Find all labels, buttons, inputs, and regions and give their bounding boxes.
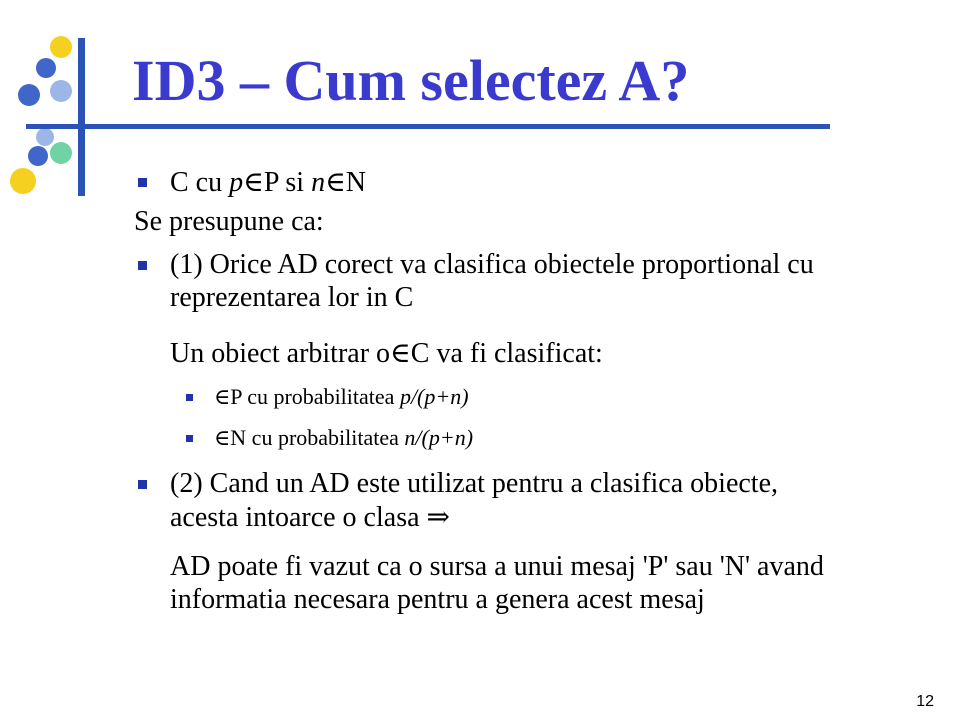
bullet-c-cu-p (170, 166, 366, 199)
bullet-marker (138, 261, 147, 270)
page-number: 12 (916, 693, 934, 710)
b3-line2-pre: acesta intoarce o clasa (170, 502, 427, 533)
element-of-symbol: ∈ (325, 165, 346, 198)
bullet-marker (138, 178, 147, 187)
element-of-symbol: ∈ (390, 336, 411, 369)
sub-bullet-p (214, 384, 469, 411)
sub2-formula: n/(p+n) (404, 425, 474, 450)
dot-blue-1 (36, 58, 56, 78)
b1-p: p (229, 167, 244, 198)
sub-bullet-marker (186, 394, 193, 401)
dot-lightblue-1 (50, 80, 72, 102)
sub1-formula: p/(p+n) (399, 384, 469, 409)
dot-blue-3 (28, 146, 48, 166)
element-of-symbol: ∈ (214, 385, 231, 410)
element-of-symbol: ∈ (243, 165, 264, 198)
dot-yellow-bottom (10, 168, 36, 194)
ad-paragraph-line1: AD poate fi vazut ca o sursa a unui mesaj 'P' sau 'N' avand (170, 551, 824, 582)
dot-blue-2 (18, 84, 40, 106)
sub-bullet-marker (186, 435, 193, 442)
element-of-symbol: ∈ (214, 426, 231, 451)
ad-paragraph-line2: informatia necesara pentru a genera acest mesaj (170, 584, 705, 615)
sub2-text: N cu probabilitatea (230, 425, 405, 450)
implies-arrow-icon: ⇒ (426, 500, 450, 533)
b1-prefix: C cu (170, 167, 230, 198)
b1-n: n (311, 167, 326, 198)
bullet-1-line2: reprezentarea lor in C (170, 282, 414, 313)
b1-suffix: N (345, 167, 367, 198)
bullet-marker (138, 480, 147, 489)
accent-bar-vertical (78, 38, 85, 196)
dot-yellow-top (50, 36, 72, 58)
presupune-text: Se presupune ca: (134, 206, 324, 237)
bullet-1-line1: (1) Orice AD corect va clasifica obiectele proportional cu (170, 249, 814, 280)
obiect-post: C va fi clasificat: (410, 338, 603, 369)
sub1-text: P cu probabilitatea (230, 384, 400, 409)
dot-lightblue-2 (36, 128, 54, 146)
sub-bullet-n (214, 425, 473, 452)
obiect-arbitrar-text (170, 337, 603, 370)
b1-mid: P si (263, 167, 312, 198)
obiect-pre: Un obiect arbitrar o (170, 338, 391, 369)
slide-title: ID3 – Cum selectez A? (132, 48, 690, 113)
dot-green (50, 142, 72, 164)
accent-bar-horizontal (26, 124, 830, 129)
bullet-2-line1: (2) Cand un AD este utilizat pentru a clasifica obiecte, (170, 468, 779, 499)
bullet-2-line2 (170, 501, 450, 534)
